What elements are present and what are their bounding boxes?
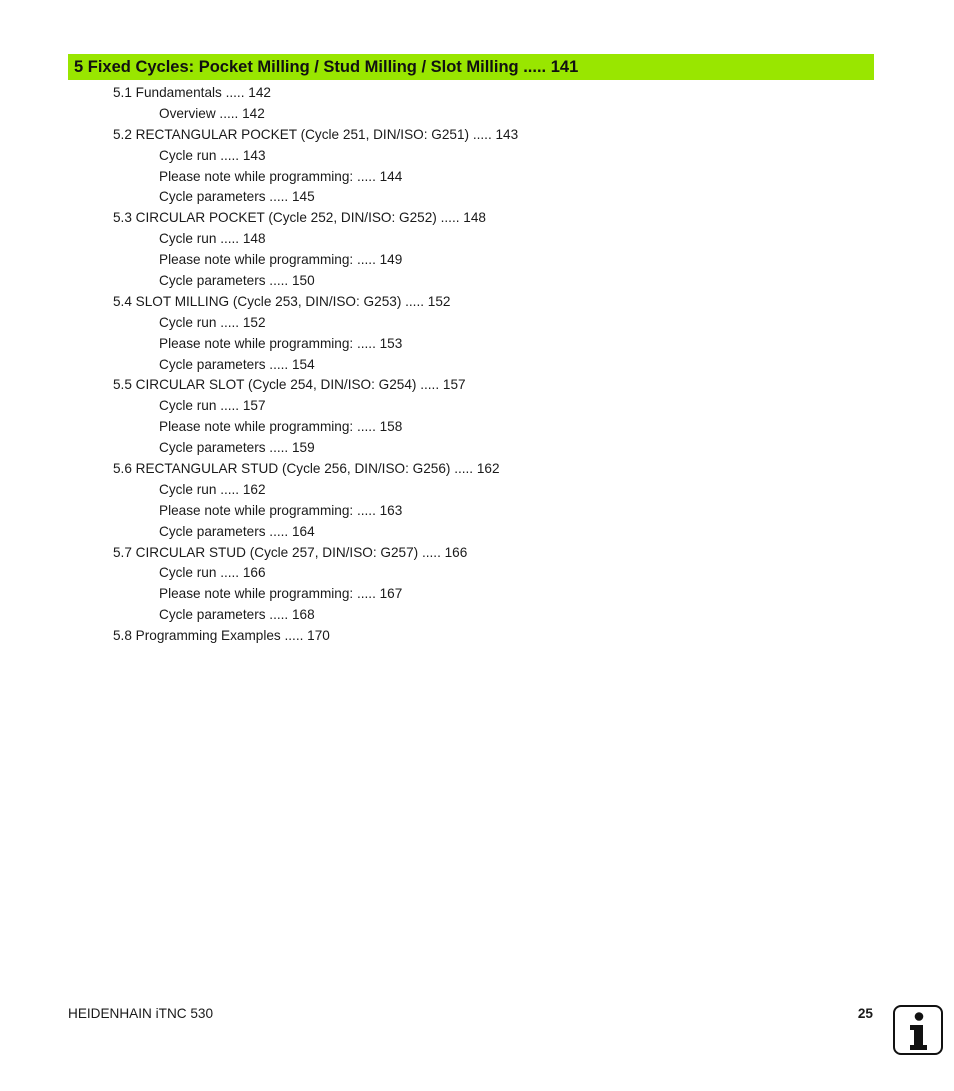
toc-entry[interactable]: Please note while programming: ..... 149 xyxy=(159,252,403,268)
toc-entry[interactable]: 5.6 RECTANGULAR STUD (Cycle 256, DIN/ISO: G256) ..... 162 xyxy=(113,461,500,477)
toc-entry[interactable]: 5.4 SLOT MILLING (Cycle 253, DIN/ISO: G253) ..... 152 xyxy=(113,293,451,309)
toc-entry[interactable]: Cycle run ..... 152 xyxy=(159,314,266,330)
toc-entry[interactable]: Cycle run ..... 148 xyxy=(159,231,266,247)
toc-entry[interactable]: 5.3 CIRCULAR POCKET (Cycle 252, DIN/ISO: G252) ..... 148 xyxy=(113,210,486,226)
chapter-title: 5 Fixed Cycles: Pocket Milling / Stud Milling / Slot Milling ..... 141 xyxy=(68,54,874,80)
info-icon xyxy=(893,1005,943,1055)
toc-entry[interactable]: Cycle parameters ..... 154 xyxy=(159,356,315,372)
toc-entry[interactable]: 5.8 Programming Examples ..... 170 xyxy=(113,628,330,644)
toc-entry[interactable]: 5.5 CIRCULAR SLOT (Cycle 254, DIN/ISO: G254) ..... 157 xyxy=(113,377,466,393)
toc-entry[interactable]: 5.7 CIRCULAR STUD (Cycle 257, DIN/ISO: G257) ..... 166 xyxy=(113,544,468,560)
toc-entry[interactable]: Cycle run ..... 162 xyxy=(159,481,266,497)
footer-product-name: HEIDENHAIN iTNC 530 xyxy=(68,1006,214,1021)
info-icon-dot xyxy=(915,1012,924,1021)
toc-entry[interactable]: Overview ..... 142 xyxy=(159,105,265,121)
toc-entry[interactable]: Cycle parameters ..... 150 xyxy=(159,273,315,289)
toc-entry[interactable]: Cycle parameters ..... 168 xyxy=(159,607,315,623)
toc-entry[interactable]: 5.2 RECTANGULAR POCKET (Cycle 251, DIN/ISO: G251) ..... 143 xyxy=(113,126,519,142)
page-number: 25 xyxy=(857,1006,873,1021)
toc-entry[interactable]: Please note while programming: ..... 167 xyxy=(159,586,403,602)
toc-entry[interactable]: Please note while programming: ..... 144 xyxy=(159,168,403,184)
toc-entry[interactable]: Please note while programming: ..... 163 xyxy=(159,502,403,518)
toc-entry[interactable]: Cycle parameters ..... 159 xyxy=(159,440,315,456)
toc-entry[interactable]: Cycle parameters ..... 164 xyxy=(159,523,315,539)
toc-entry[interactable]: Cycle run ..... 157 xyxy=(159,398,266,414)
toc-entry[interactable]: Cycle run ..... 143 xyxy=(159,147,266,163)
table-of-contents xyxy=(0,83,954,647)
toc-entry[interactable]: Cycle run ..... 166 xyxy=(159,565,266,581)
toc-entry[interactable]: Cycle parameters ..... 145 xyxy=(159,189,315,205)
toc-entry[interactable]: Please note while programming: ..... 153 xyxy=(159,335,403,351)
toc-entry[interactable]: 5.1 Fundamentals ..... 142 xyxy=(113,85,271,100)
toc-entry[interactable]: Please note while programming: ..... 158 xyxy=(159,419,403,435)
